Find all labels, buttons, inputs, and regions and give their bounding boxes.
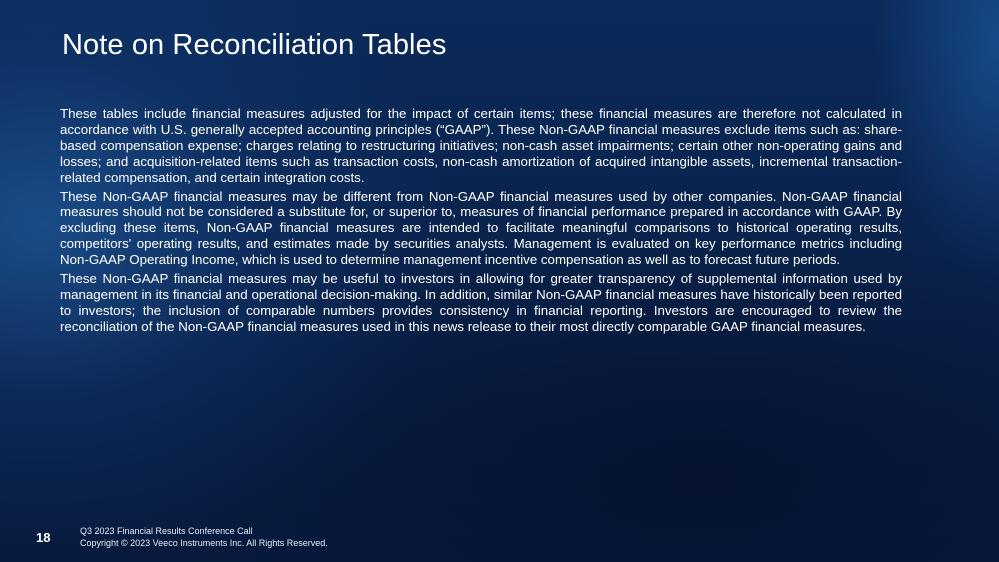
slide-title: Note on Reconciliation Tables	[62, 29, 447, 61]
body-text	[60, 106, 902, 338]
paragraph-3: These Non-GAAP financial measures may be useful to investors in allowing for greater transparency of supplemental information used by management in its financial and operational decision-making. In addition, similar Non-GAAP financial measures have historically been reported to investors; the inclusion of comparable numbers provides consistency in financial reporting. Investors are encouraged to review the reconciliation of the Non-GAAP financial measures used in this news release to their most directly comparable GAAP financial measures.	[60, 271, 902, 334]
paragraph-2: These Non-GAAP financial measures may be different from Non-GAAP financial measures used by other companies. Non-GAAP financial measures should not be considered a substitute for, or superior to, measures of financial performance prepared in accordance with GAAP. By excluding these items, Non-GAAP financial measures are intended to facilitate meaningful comparisons to historical operating results, competitors' operating results, and estimates made by securities analysts. Management is evaluated on key performance metrics including Non-GAAP Operating Income, which is used to determine management incentive compensation as well as to forecast future periods.	[60, 188, 902, 268]
paragraph-1: These tables include financial measures adjusted for the impact of certain items; these financial measures are therefore not calculated in accordance with U.S. generally accepted accounting principles (“GAAP”). These Non-GAAP financial measures exclude items such as: share-based compensation expense; charges relating to restructuring initiatives; non-cash asset impairments; certain other non-operating gains and losses; and acquisition-related items such as transaction costs, non-cash amortization of acquired intangible assets, incremental transaction-related compensation, and certain integration costs.	[60, 106, 902, 185]
footer	[36, 525, 328, 549]
footer-text	[80, 525, 328, 549]
footer-copyright: Copyright © 2023 Veeco Instruments Inc. All Rights Reserved.	[80, 538, 328, 548]
page-number: 18	[36, 529, 51, 545]
footer-event-title: Q3 2023 Financial Results Conference Call	[80, 526, 253, 536]
